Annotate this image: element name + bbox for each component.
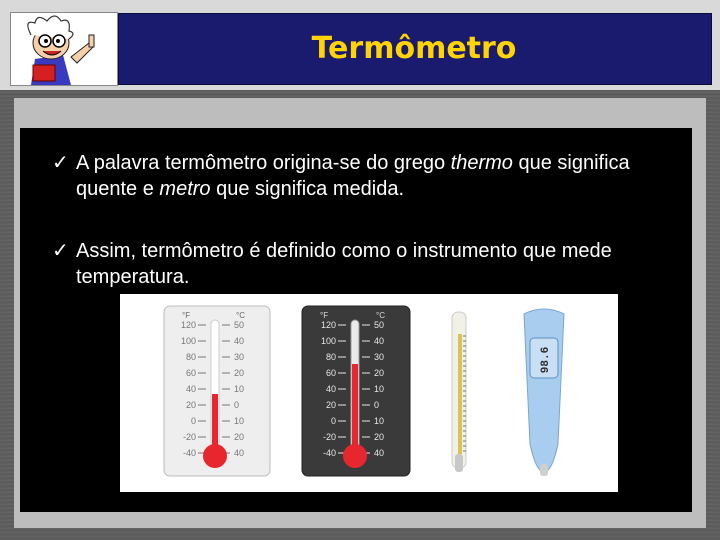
celsius-tick-label: 20 — [374, 368, 385, 378]
fahrenheit-tick-label: 40 — [185, 384, 196, 394]
professor-cartoon-logo — [10, 12, 118, 86]
celsius-label: °C — [376, 311, 385, 320]
fahrenheit-tick-label: 80 — [185, 352, 196, 362]
fahrenheit-label: °F — [320, 311, 329, 320]
celsius-tick-label: 10 — [234, 384, 245, 394]
header — [0, 0, 720, 90]
celsius-tick-label: 40 — [374, 336, 385, 346]
celsius-tick-label: 30 — [234, 352, 245, 362]
bullet-definition — [52, 238, 682, 290]
celsius-tick-label: 10 — [374, 416, 385, 426]
celsius-tick-label: 50 — [234, 320, 245, 330]
bullet-etymology — [52, 150, 682, 202]
analog-thermometer-dark — [302, 306, 410, 476]
fahrenheit-tick-label: 40 — [325, 384, 336, 394]
celsius-tick-label: 50 — [374, 320, 385, 330]
fahrenheit-tick-label: 120 — [320, 320, 336, 330]
celsius-tick-label: 10 — [374, 384, 385, 394]
bullet-text: A palavra termômetro origina-se do grego thermo que significa quente e metro que significa medida. — [76, 152, 630, 200]
celsius-tick-label: 40 — [234, 448, 245, 458]
fahrenheit-tick-label: -40 — [322, 448, 336, 458]
digital-reading: 98.6 — [540, 346, 552, 374]
celsius-tick-label: 10 — [234, 416, 245, 426]
fahrenheit-tick-label: 120 — [180, 320, 196, 330]
fahrenheit-tick-label: -20 — [322, 432, 336, 442]
celsius-tick-label: 0 — [234, 400, 240, 410]
celsius-tick-label: 20 — [234, 432, 245, 442]
fahrenheit-tick-label: 60 — [185, 368, 196, 378]
checkmark-icon: ✓ — [52, 240, 69, 262]
analog-thermometer-light — [164, 306, 270, 476]
fahrenheit-label: °F — [182, 311, 191, 320]
celsius-tick-label: 40 — [374, 448, 385, 458]
digital-thermometer — [524, 309, 564, 476]
fahrenheit-tick-label: 60 — [325, 368, 336, 378]
fahrenheit-tick-label: 20 — [185, 400, 196, 410]
fahrenheit-tick-label: 80 — [325, 352, 336, 362]
checkmark-icon: ✓ — [52, 152, 69, 174]
thermometers-photo — [120, 294, 618, 492]
fahrenheit-tick-label: 100 — [180, 336, 196, 346]
bullet-text: Assim, termômetro é definido como o instrumento que mede temperatura. — [76, 240, 612, 288]
fahrenheit-tick-label: 0 — [190, 416, 196, 426]
celsius-tick-label: 20 — [234, 368, 245, 378]
fahrenheit-tick-label: 20 — [325, 400, 336, 410]
slide-title: Termômetro — [311, 30, 517, 66]
fahrenheit-tick-label: -20 — [182, 432, 196, 442]
fahrenheit-tick-label: 0 — [330, 416, 336, 426]
fahrenheit-tick-label: -40 — [182, 448, 196, 458]
celsius-tick-label: 20 — [374, 432, 385, 442]
celsius-tick-label: 40 — [234, 336, 245, 346]
clinical-glass-thermometer — [452, 312, 466, 472]
celsius-label: °C — [236, 311, 245, 320]
celsius-tick-label: 0 — [374, 400, 380, 410]
celsius-tick-label: 30 — [374, 352, 385, 362]
fahrenheit-tick-label: 100 — [320, 336, 336, 346]
